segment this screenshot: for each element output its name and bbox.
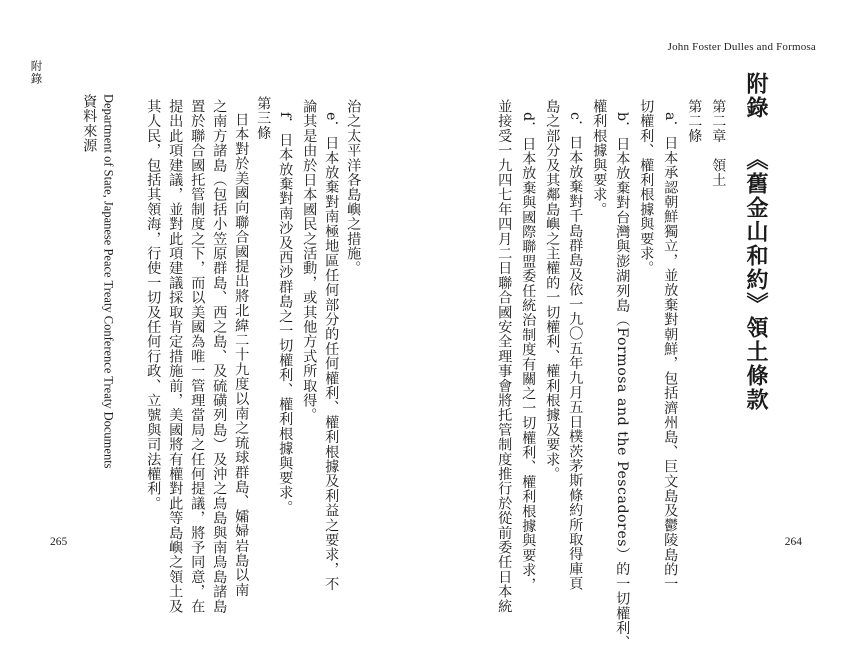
art3-line-3: 置於聯合國托管制度之下，而以美國為唯一管理當局之任何提議，將予同意，在	[189, 99, 206, 614]
art3-line-4: 提出此項建議，並對此項建議採取肯定措施前，美國將有權對此等島嶼之領土及	[167, 99, 184, 614]
running-header: John Foster Dulles and Formosa	[667, 41, 816, 53]
item-d-line-3: 治之太平洋各島嶼之措施。	[345, 99, 362, 276]
side-running-head: 附錄	[29, 60, 44, 85]
page-number-right: 264	[784, 536, 802, 548]
source-label: 資料來源	[81, 94, 98, 153]
right-page	[425, 0, 850, 650]
item-b-line-2: 權利根據與要求。	[591, 99, 608, 217]
chapter-heading: 第二章 領土	[710, 99, 727, 188]
art3-line-1: 日本對於美國向聯合國提出將北緯二十九度以南之琉球群島、孀婦岩島以南	[233, 112, 250, 598]
art3-line-5: 其人民，包括其領海，行使一切及任何行政、立號與司法權利。	[145, 99, 162, 511]
item-a-line-2: 切權利、權利根據與要求。	[638, 99, 655, 276]
item-b-line-1: b．日本放棄對台灣與澎湖列島（Formosa and the Pescadores）的一切權利、	[614, 112, 631, 650]
appendix-title: 附錄 《舊金山和約》領土條款	[743, 72, 769, 412]
left-page	[0, 0, 425, 614]
source-text: Department of State, Japanese Peace Treaty Conference Treaty Documents	[101, 94, 116, 469]
item-e-line-2: 論其是由於日本國民之活動，或其他方式所取得。	[301, 99, 318, 423]
item-f-line-1: f．日本放棄對南沙及西沙群島之一切權利、權利根據與要求。	[277, 112, 294, 515]
item-c-line-2: 島之部分及其鄰島嶼之主權的一切權利、權利根據及要求。	[544, 99, 561, 482]
item-c-line-1: c．日本放棄對千島群島及依一九〇五年九月五日樸茨茅斯條約所取得庫頁	[567, 112, 584, 591]
item-d-line-2: 並接受一九四七年四月二日聯合國安全理事會將托管制度推行於從前委任日本統	[496, 99, 513, 614]
item-e-line-1: e．日本放棄對南極地區任何部分的任何權利、權利根據及利益之要求，不	[323, 112, 340, 592]
item-a-line-1: a．日本承認朝鮮獨立，並放棄對朝鮮，包括濟州島、巨文島及鬱陵島的一	[662, 112, 679, 592]
item-d-line-1: d．日本放棄與國際聯盟委任統治制度有關之一切權利、權利根據與要求，	[520, 112, 537, 592]
art3-line-2: 之南方諸島（包括小笠原群島、西之島、及硫磺列島）及沖之鳥島與南鳥島諸島	[211, 99, 228, 614]
article-2-heading: 第二條	[686, 99, 703, 144]
article-3-heading: 第三條	[255, 96, 272, 141]
page-number-left: 265	[50, 536, 68, 548]
